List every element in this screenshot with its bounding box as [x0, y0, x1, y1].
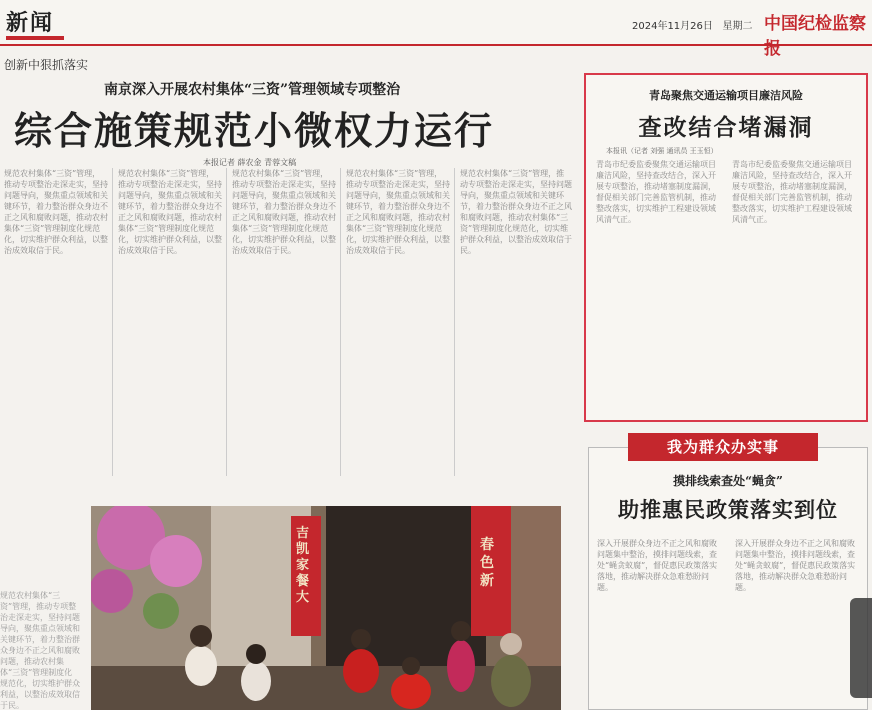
main-subheadline: 南京深入开展农村集体“三资”管理领域专项整治 [104, 82, 401, 98]
bottom-body-text: 深入开展群众身边不正之风和腐败问题集中整治，摸排问题线索，查处“蝇贪蚁腐”，督促惠民政策落实落地，推动解决群众急难愁盼问题。 [597, 539, 718, 592]
column-divider [340, 168, 341, 476]
body-column-1 [4, 168, 108, 476]
article-kicker: 创新中狠抓落实 [4, 58, 89, 72]
body-text: 规范农村集体“三资”管理，推动专项整治走深走实，坚持问题导向，聚焦重点领域和关键环节，着力整治群众身边不正之风和腐败问题，推动农村集体“三资”管理制度化规范化，切实维护群众利益，以整治成效取信于民。 [346, 169, 450, 255]
bottom-body-text: 深入开展群众身边不正之风和腐败问题集中整治，摸排问题线索，查处“蝇贪蚁腐”，督促惠民政策落实落地，推动解决群众急难愁盼问题。 [735, 539, 856, 592]
date-text: 2024年11月26日 [632, 21, 713, 32]
sidebar-column-2 [732, 159, 858, 414]
body-text: 规范农村集体“三资”管理，推动专项整治走深走实，坚持问题导向，聚焦重点领域和关键环节，着力整治群众身边不正之风和腐败问题，推动农村集体“三资”管理制度化规范化，切实维护群众利益，以整治成效取信于民。 [118, 169, 222, 255]
bottom-headline: 助推惠民政策落实到位 [618, 497, 838, 522]
bottom-article-box [588, 447, 868, 710]
couplet-left-text: 吉凯家餐大 [296, 526, 310, 605]
couplet-right-text: 春色新 [480, 537, 494, 589]
column-divider [454, 168, 455, 476]
column-banner: 我为群众办实事 [628, 433, 818, 461]
page-header [0, 0, 872, 59]
main-byline: 本报记者 薛农金 青蓉文稿 [203, 158, 297, 167]
sidebar-headline: 查改结合堵漏洞 [638, 114, 814, 141]
masthead-logo: 中国纪检监察报 [764, 14, 866, 59]
sidebar-subheadline: 青岛聚焦交通运输项目廉洁风险 [649, 89, 803, 102]
body-text: 规范农村集体“三资”管理，推动专项整治走深走实，坚持问题导向，聚焦重点领域和关键环节，着力整治群众身边不正之风和腐败问题，推动农村集体“三资”管理制度化规范化，切实维护群众利益，以整治成效取信于民。 [4, 169, 108, 255]
main-headline: 综合施策规范小微权力运行 [14, 108, 495, 153]
column-divider [226, 168, 227, 476]
bottom-column-1 [597, 538, 721, 703]
news-photo [91, 506, 561, 710]
body-text: 规范农村集体“三资”管理，推动专项整治走深走实，坚持问题导向，聚焦重点领域和关键环节，着力整治群众身边不正之风和腐败问题，推动农村集体“三资”管理制度化规范化，切实维护群众利益，以整治成效取信于民。 [460, 169, 572, 255]
bottom-subheadline: 摸排线索查处“蝇贪” [673, 474, 783, 488]
column-divider [112, 168, 113, 476]
body-column-4 [346, 168, 450, 476]
scroll-handle[interactable] [850, 598, 872, 698]
sidebar-body-text: 青岛市纪委监委聚焦交通运输项目廉洁风险，坚持查改结合，深入开展专项整治，推动堵塞制度漏洞，督促相关部门完善监管机制，推动整改落实，切实维护工程建设领域风清气正。 [596, 160, 716, 224]
body-column-2 [118, 168, 222, 476]
sidebar-body-text: 青岛市纪委监委聚焦交通运输项目廉洁风险，坚持查改结合，深入开展专项整治，推动堵塞制度漏洞，督促相关部门完善监管机制，推动整改落实，切实维护工程建设领域风清气正。 [732, 160, 852, 224]
left-column-text [0, 590, 80, 710]
bottom-column-2 [735, 538, 859, 703]
body-text: 规范农村集体“三资”管理，推动专项整治走深走实，坚持问题导向，聚焦重点领域和关键环节，着力整治群众身边不正之风和腐败问题，推动农村集体“三资”管理制度化规范化，切实维护群众利益，以整治成效取信于民。 [0, 591, 80, 710]
body-column-3 [232, 168, 336, 476]
section-underline [6, 36, 64, 40]
highlighted-sidebar-article[interactable] [584, 73, 868, 422]
weekday-text: 星期二 [722, 21, 753, 32]
body-column-5 [460, 168, 572, 476]
dateline [632, 17, 752, 32]
body-text: 规范农村集体“三资”管理，推动专项整治走深走实，坚持问题导向，聚焦重点领域和关键环节，着力整治群众身边不正之风和腐败问题，推动农村集体“三资”管理制度化规范化，切实维护群众利益，以整治成效取信于民。 [232, 169, 336, 255]
sidebar-byline: 本报讯（记者 刘强 通讯员 王玉恒） [606, 147, 718, 155]
sidebar-column-1 [596, 159, 722, 414]
section-label: 新闻 [6, 10, 55, 36]
